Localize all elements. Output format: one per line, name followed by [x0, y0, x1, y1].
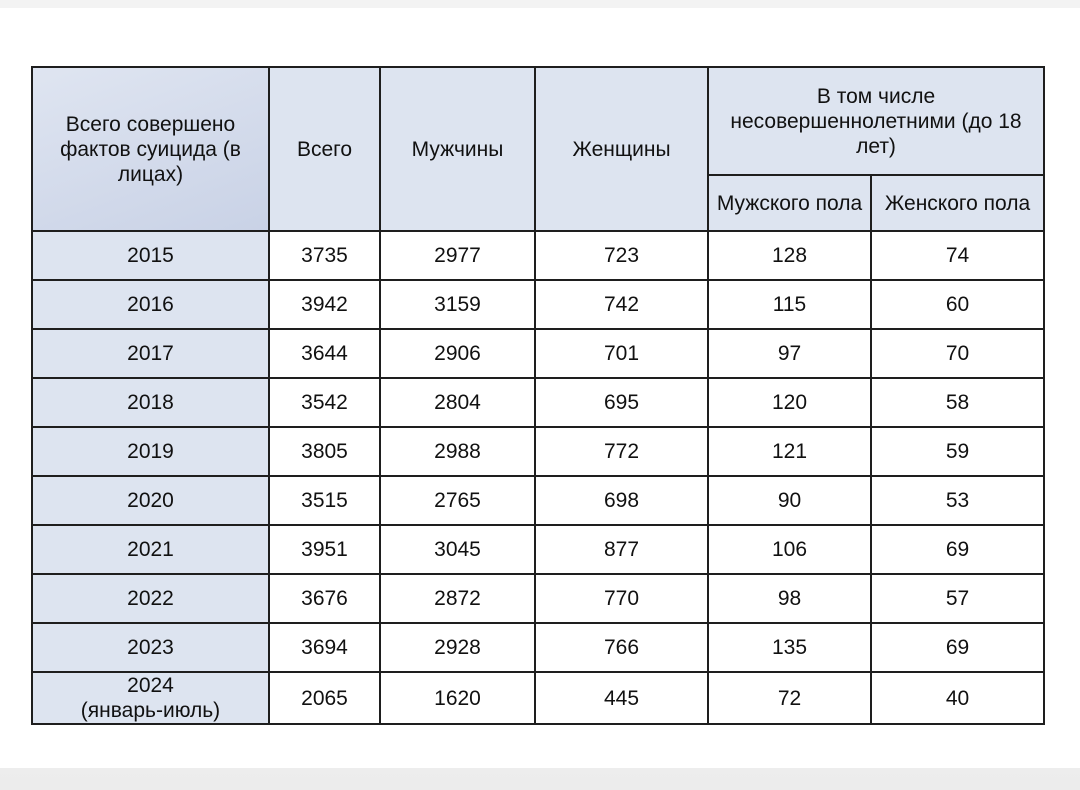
- cell-total: 3735: [269, 231, 380, 280]
- cell-minors-female: 53: [871, 476, 1044, 525]
- cell-women: 698: [535, 476, 708, 525]
- cell-minors-male: 128: [708, 231, 871, 280]
- table-row: [32, 476, 1044, 525]
- cell-total: 3676: [269, 574, 380, 623]
- cell-minors-male: 72: [708, 672, 871, 724]
- document-sheet: [0, 8, 1080, 768]
- cell-total: 3951: [269, 525, 380, 574]
- cell-minors-female: 74: [871, 231, 1044, 280]
- year-cell: [32, 378, 269, 427]
- cell-women: 445: [535, 672, 708, 724]
- table-row: [32, 329, 1044, 378]
- cell-minors-male: 106: [708, 525, 871, 574]
- cell-total: 2065: [269, 672, 380, 724]
- year-label: 2023: [127, 636, 174, 659]
- table-row: [32, 672, 1044, 724]
- cell-minors-female: 58: [871, 378, 1044, 427]
- cell-minors-male: 120: [708, 378, 871, 427]
- cell-women: 742: [535, 280, 708, 329]
- cell-men: 1620: [380, 672, 535, 724]
- year-label: 2019: [127, 440, 174, 463]
- cell-women: 772: [535, 427, 708, 476]
- cell-minors-female: 69: [871, 623, 1044, 672]
- cell-minors-male: 98: [708, 574, 871, 623]
- table-row: [32, 427, 1044, 476]
- cell-minors-female: 40: [871, 672, 1044, 724]
- header-minors-female: Женского пола: [871, 175, 1044, 231]
- cell-minors-female: 59: [871, 427, 1044, 476]
- year-label: 2024: [127, 674, 174, 697]
- cell-minors-male: 90: [708, 476, 871, 525]
- cell-men: 2928: [380, 623, 535, 672]
- cell-men: 3159: [380, 280, 535, 329]
- cell-minors-male: 115: [708, 280, 871, 329]
- cell-minors-female: 60: [871, 280, 1044, 329]
- table-row: [32, 378, 1044, 427]
- cell-men: 2977: [380, 231, 535, 280]
- year-cell: [32, 525, 269, 574]
- cell-men: 2988: [380, 427, 535, 476]
- cell-minors-female: 69: [871, 525, 1044, 574]
- year-cell: [32, 574, 269, 623]
- table-row: [32, 280, 1044, 329]
- cell-total: 3644: [269, 329, 380, 378]
- year-label: 2022: [127, 587, 174, 610]
- year-label: 2015: [127, 244, 174, 267]
- header-minors: В том числе несовершеннолетними (до 18 лет): [708, 67, 1044, 175]
- year-cell: [32, 476, 269, 525]
- cell-women: 695: [535, 378, 708, 427]
- cell-women: 877: [535, 525, 708, 574]
- year-label: 2020: [127, 489, 174, 512]
- table-body: [32, 231, 1044, 724]
- cell-women: 766: [535, 623, 708, 672]
- year-label: 2017: [127, 342, 174, 365]
- year-label: 2021: [127, 538, 174, 561]
- header-women: Женщины: [535, 67, 708, 231]
- cell-minors-male: 97: [708, 329, 871, 378]
- year-cell: [32, 280, 269, 329]
- header-row-1: [32, 67, 1044, 175]
- table-row: [32, 623, 1044, 672]
- year-label: 2016: [127, 293, 174, 316]
- year-cell: [32, 623, 269, 672]
- cell-minors-male: 135: [708, 623, 871, 672]
- cell-minors-female: 70: [871, 329, 1044, 378]
- header-total: Всего: [269, 67, 380, 231]
- cell-total: 3942: [269, 280, 380, 329]
- cell-minors-female: 57: [871, 574, 1044, 623]
- table-row: [32, 574, 1044, 623]
- table-row: [32, 231, 1044, 280]
- suicide-statistics-table: [31, 66, 1045, 725]
- cell-women: 770: [535, 574, 708, 623]
- year-cell: [32, 427, 269, 476]
- year-cell: [32, 231, 269, 280]
- table-row: [32, 525, 1044, 574]
- year-cell: [32, 329, 269, 378]
- cell-total: 3542: [269, 378, 380, 427]
- cell-minors-male: 121: [708, 427, 871, 476]
- year-label: 2018: [127, 391, 174, 414]
- header-minors-male: Мужского пола: [708, 175, 871, 231]
- cell-men: 2872: [380, 574, 535, 623]
- year-note: (январь-июль): [80, 699, 221, 722]
- year-cell: [32, 672, 269, 724]
- cell-men: 2906: [380, 329, 535, 378]
- cell-men: 3045: [380, 525, 535, 574]
- cell-men: 2765: [380, 476, 535, 525]
- header-men: Мужчины: [380, 67, 535, 231]
- cell-women: 701: [535, 329, 708, 378]
- header-total-facts: Всего совершено фактов суицида (в лицах): [32, 67, 269, 231]
- cell-total: 3515: [269, 476, 380, 525]
- cell-women: 723: [535, 231, 708, 280]
- cell-total: 3805: [269, 427, 380, 476]
- cell-total: 3694: [269, 623, 380, 672]
- cell-men: 2804: [380, 378, 535, 427]
